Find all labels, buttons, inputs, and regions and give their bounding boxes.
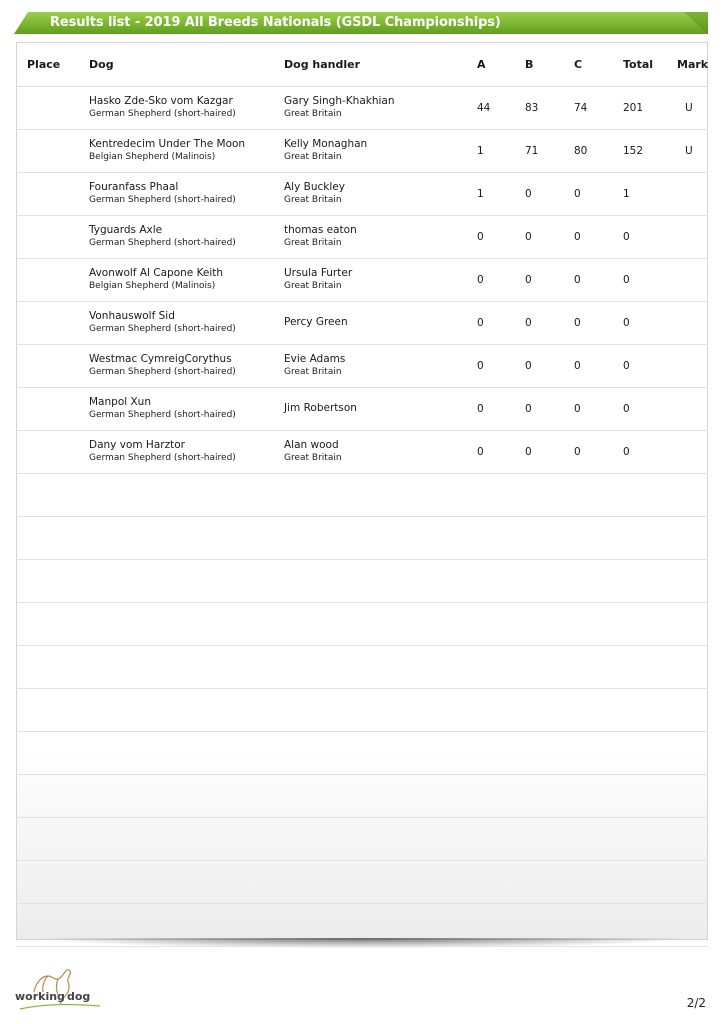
dog-breed: Belgian Shepherd (Malinois): [89, 280, 216, 291]
handler-country: Great Britain: [284, 108, 342, 119]
empty-cell: [623, 732, 677, 775]
column-header-b: B: [525, 42, 574, 87]
empty-cell: [89, 904, 284, 947]
cell-total: [623, 87, 677, 130]
empty-cell: [284, 560, 477, 603]
empty-cell: [677, 689, 708, 732]
score-a: 1: [477, 145, 484, 157]
cell-a: [477, 259, 525, 302]
score-b: 0: [525, 274, 532, 286]
empty-table-row: [16, 603, 708, 646]
empty-cell: [16, 861, 89, 904]
empty-cell: [284, 861, 477, 904]
empty-cell: [89, 818, 284, 861]
cell-handler: [284, 345, 477, 388]
cell-mark: [677, 173, 708, 216]
cell-mark: [677, 388, 708, 431]
mark-value: [677, 274, 685, 286]
table-row: [16, 87, 708, 130]
dog-name: Manpol Xun: [89, 395, 151, 408]
cell-c: [574, 173, 623, 216]
handler-name: Kelly Monaghan: [284, 137, 368, 150]
empty-cell: [677, 732, 708, 775]
cell-handler: [284, 259, 477, 302]
score-total: 0: [623, 403, 630, 415]
empty-cell: [284, 474, 477, 517]
cell-total: [623, 388, 677, 431]
empty-cell: [89, 732, 284, 775]
handler-country: Great Britain: [284, 151, 342, 162]
empty-cell: [284, 517, 477, 560]
empty-cell: [677, 904, 708, 947]
empty-cell: [677, 646, 708, 689]
score-a: 0: [477, 403, 484, 415]
empty-cell: [623, 646, 677, 689]
cell-b: [525, 173, 574, 216]
cell-b: [525, 130, 574, 173]
cell-total: [623, 259, 677, 302]
cell-handler: [284, 388, 477, 431]
score-b: 0: [525, 188, 532, 200]
empty-cell: [525, 861, 574, 904]
cell-c: [574, 345, 623, 388]
empty-cell: [525, 517, 574, 560]
empty-cell: [89, 689, 284, 732]
cell-place: [16, 302, 89, 345]
column-header-place: Place: [16, 42, 89, 87]
cell-b: [525, 431, 574, 474]
empty-cell: [477, 689, 525, 732]
empty-cell: [525, 818, 574, 861]
cell-dog: [89, 431, 284, 474]
empty-cell: [574, 775, 623, 818]
cell-dog: [89, 130, 284, 173]
column-header-dog: Dog: [89, 42, 284, 87]
empty-cell: [677, 818, 708, 861]
empty-cell: [574, 603, 623, 646]
mark-value: U: [685, 102, 693, 114]
cell-a: [477, 216, 525, 259]
empty-cell: [525, 689, 574, 732]
score-a: 0: [477, 231, 484, 243]
cell-a: [477, 130, 525, 173]
empty-cell: [623, 603, 677, 646]
page-number: 2/2: [686, 996, 706, 1010]
empty-cell: [284, 646, 477, 689]
empty-cell: [477, 732, 525, 775]
score-b: 71: [525, 145, 539, 157]
empty-cell: [284, 689, 477, 732]
handler-country: Great Britain: [284, 237, 342, 248]
cell-place: [16, 173, 89, 216]
score-total: 0: [623, 274, 630, 286]
cell-place: [16, 216, 89, 259]
handler-name: Evie Adams: [284, 352, 346, 365]
column-header-total: Total: [623, 42, 677, 87]
column-header-a: A: [477, 42, 525, 87]
cell-mark: [677, 259, 708, 302]
table-row: [16, 216, 708, 259]
score-b: 83: [525, 102, 539, 114]
empty-cell: [525, 904, 574, 947]
empty-table-row: [16, 689, 708, 732]
cell-b: [525, 302, 574, 345]
cell-dog: [89, 87, 284, 130]
dog-breed: German Shepherd (short-haired): [89, 237, 236, 248]
score-a: 1: [477, 188, 484, 200]
dog-name: Avonwolf Al Capone Keith: [89, 266, 224, 279]
mark-value: [677, 360, 685, 372]
score-total: 1: [623, 188, 630, 200]
empty-cell: [477, 861, 525, 904]
empty-cell: [525, 474, 574, 517]
cell-mark: [677, 87, 708, 130]
results-body: [16, 87, 708, 947]
score-c: 0: [574, 231, 581, 243]
dog-breed: German Shepherd (short-haired): [89, 409, 236, 420]
cell-place: [16, 87, 89, 130]
empty-cell: [16, 560, 89, 603]
score-total: 0: [623, 231, 630, 243]
empty-cell: [16, 904, 89, 947]
score-total: 152: [623, 145, 644, 157]
cell-place: [16, 259, 89, 302]
results-header-banner: [14, 12, 708, 34]
empty-cell: [574, 818, 623, 861]
score-b: 0: [525, 360, 532, 372]
score-c: 0: [574, 188, 581, 200]
empty-cell: [574, 474, 623, 517]
cell-place: [16, 130, 89, 173]
empty-cell: [525, 775, 574, 818]
empty-cell: [525, 560, 574, 603]
empty-table-row: [16, 646, 708, 689]
empty-table-row: [16, 861, 708, 904]
dog-name: Kentredecim Under The Moon: [89, 137, 246, 150]
cell-total: [623, 345, 677, 388]
empty-cell: [623, 689, 677, 732]
score-total: 0: [623, 446, 630, 458]
empty-cell: [16, 646, 89, 689]
empty-cell: [89, 603, 284, 646]
handler-country: Great Britain: [284, 194, 342, 205]
empty-cell: [677, 560, 708, 603]
mark-value: [677, 188, 685, 200]
empty-cell: [677, 474, 708, 517]
logo-text-working: working: [15, 990, 65, 1003]
cell-b: [525, 259, 574, 302]
score-a: 0: [477, 274, 484, 286]
handler-name: Ursula Furter: [284, 266, 353, 279]
page-title: Results list - 2019 All Breeds Nationals (GSDL Championships): [50, 15, 501, 30]
empty-cell: [623, 474, 677, 517]
score-a: 0: [477, 317, 484, 329]
score-c: 0: [574, 446, 581, 458]
cell-a: [477, 302, 525, 345]
cell-a: [477, 345, 525, 388]
cell-dog: [89, 259, 284, 302]
cell-handler: [284, 130, 477, 173]
mark-value: [677, 403, 685, 415]
cell-c: [574, 302, 623, 345]
empty-cell: [574, 517, 623, 560]
cell-b: [525, 87, 574, 130]
mark-value: U: [685, 145, 693, 157]
empty-cell: [677, 517, 708, 560]
empty-cell: [623, 775, 677, 818]
table-header-row: [16, 42, 708, 87]
empty-cell: [677, 603, 708, 646]
cell-place: [16, 388, 89, 431]
empty-cell: [574, 689, 623, 732]
empty-cell: [284, 904, 477, 947]
empty-cell: [89, 861, 284, 904]
score-c: 80: [574, 145, 588, 157]
dog-breed: German Shepherd (short-haired): [89, 323, 236, 334]
cell-c: [574, 388, 623, 431]
empty-table-row: [16, 732, 708, 775]
empty-cell: [16, 517, 89, 560]
cell-c: [574, 87, 623, 130]
cell-a: [477, 87, 525, 130]
cell-handler: [284, 173, 477, 216]
cell-mark: [677, 216, 708, 259]
handler-name: Gary Singh-Khakhian: [284, 94, 395, 107]
cell-mark: [677, 130, 708, 173]
table-row: [16, 302, 708, 345]
empty-cell: [525, 732, 574, 775]
score-total: 0: [623, 360, 630, 372]
column-header-mark: Mark: [677, 42, 708, 87]
empty-cell: [623, 818, 677, 861]
dog-breed: German Shepherd (short-haired): [89, 452, 236, 463]
cell-b: [525, 216, 574, 259]
handler-name: Jim Robertson: [284, 402, 357, 414]
table-row: [16, 173, 708, 216]
empty-cell: [89, 775, 284, 818]
cell-dog: [89, 173, 284, 216]
cell-handler: [284, 302, 477, 345]
empty-cell: [477, 603, 525, 646]
dog-name: Tyguards Axle: [89, 223, 163, 236]
cell-a: [477, 173, 525, 216]
results-table: [16, 42, 708, 947]
score-b: 0: [525, 317, 532, 329]
empty-cell: [89, 646, 284, 689]
cell-total: [623, 216, 677, 259]
cell-b: [525, 345, 574, 388]
handler-name: thomas eaton: [284, 223, 357, 236]
score-a: 44: [477, 102, 491, 114]
handler-country: Great Britain: [284, 452, 342, 463]
logo-text-dog: dog: [67, 990, 91, 1003]
empty-cell: [477, 646, 525, 689]
empty-cell: [574, 861, 623, 904]
score-a: 0: [477, 446, 484, 458]
empty-cell: [477, 904, 525, 947]
handler-country: Great Britain: [284, 280, 342, 291]
dog-breed: German Shepherd (short-haired): [89, 194, 236, 205]
dog-name: Westmac CymreigCorythus: [89, 352, 232, 365]
empty-cell: [477, 775, 525, 818]
cell-total: [623, 302, 677, 345]
score-c: 74: [574, 102, 588, 114]
score-total: 0: [623, 317, 630, 329]
score-total: 201: [623, 102, 644, 114]
cell-place: [16, 345, 89, 388]
empty-cell: [574, 732, 623, 775]
dog-breed: German Shepherd (short-haired): [89, 366, 236, 377]
empty-cell: [16, 732, 89, 775]
handler-name: Percy Green: [284, 316, 348, 328]
empty-cell: [16, 818, 89, 861]
empty-cell: [16, 689, 89, 732]
dog-name: Fouranfass Phaal: [89, 180, 179, 193]
empty-cell: [574, 904, 623, 947]
column-header-handler: Dog handler: [284, 42, 477, 87]
cell-dog: [89, 302, 284, 345]
dog-name: Vonhauswolf Sid: [89, 309, 175, 322]
dog-name: Hasko Zde-Sko vom Kazgar: [89, 94, 233, 107]
empty-table-row: [16, 775, 708, 818]
column-header-c: C: [574, 42, 623, 87]
empty-table-row: [16, 474, 708, 517]
table-row: [16, 345, 708, 388]
empty-cell: [525, 603, 574, 646]
mark-value: [677, 446, 685, 458]
empty-cell: [623, 560, 677, 603]
handler-country: Great Britain: [284, 366, 342, 377]
dog-name: Dany vom Harztor: [89, 438, 185, 451]
empty-cell: [477, 474, 525, 517]
empty-cell: [574, 560, 623, 603]
cell-handler: [284, 87, 477, 130]
empty-cell: [284, 603, 477, 646]
cell-c: [574, 216, 623, 259]
handler-name: Aly Buckley: [284, 180, 345, 193]
empty-cell: [284, 732, 477, 775]
cell-mark: [677, 345, 708, 388]
empty-cell: [477, 560, 525, 603]
score-c: 0: [574, 274, 581, 286]
empty-cell: [677, 775, 708, 818]
empty-cell: [16, 775, 89, 818]
cell-dog: [89, 388, 284, 431]
dog-breed: Belgian Shepherd (Malinois): [89, 151, 216, 162]
empty-cell: [525, 646, 574, 689]
score-a: 0: [477, 360, 484, 372]
cell-c: [574, 259, 623, 302]
table-row: [16, 130, 708, 173]
cell-handler: [284, 431, 477, 474]
empty-cell: [89, 517, 284, 560]
handler-name: Alan wood: [284, 438, 339, 451]
empty-cell: [477, 818, 525, 861]
empty-cell: [89, 560, 284, 603]
table-row: [16, 388, 708, 431]
empty-cell: [16, 474, 89, 517]
cell-total: [623, 130, 677, 173]
working-dog-logo: [12, 962, 102, 1018]
cell-total: [623, 173, 677, 216]
cell-c: [574, 431, 623, 474]
empty-table-row: [16, 517, 708, 560]
empty-cell: [574, 646, 623, 689]
cell-b: [525, 388, 574, 431]
cell-dog: [89, 216, 284, 259]
empty-cell: [89, 474, 284, 517]
cell-mark: [677, 431, 708, 474]
dog-breed: German Shepherd (short-haired): [89, 108, 236, 119]
cell-mark: [677, 302, 708, 345]
cell-place: [16, 431, 89, 474]
empty-table-row: [16, 904, 708, 947]
empty-cell: [284, 818, 477, 861]
score-b: 0: [525, 446, 532, 458]
empty-cell: [623, 861, 677, 904]
mark-value: [677, 317, 685, 329]
cell-handler: [284, 216, 477, 259]
mark-value: [677, 231, 685, 243]
dog-silhouette-icon: [12, 962, 102, 1018]
cell-total: [623, 431, 677, 474]
empty-cell: [623, 904, 677, 947]
cell-dog: [89, 345, 284, 388]
score-c: 0: [574, 360, 581, 372]
cell-a: [477, 431, 525, 474]
table-row: [16, 431, 708, 474]
score-b: 0: [525, 403, 532, 415]
cell-a: [477, 388, 525, 431]
empty-cell: [16, 603, 89, 646]
empty-cell: [623, 517, 677, 560]
cell-c: [574, 130, 623, 173]
empty-table-row: [16, 818, 708, 861]
empty-table-row: [16, 560, 708, 603]
table-row: [16, 259, 708, 302]
empty-cell: [477, 517, 525, 560]
score-c: 0: [574, 317, 581, 329]
score-c: 0: [574, 403, 581, 415]
score-b: 0: [525, 231, 532, 243]
empty-cell: [677, 861, 708, 904]
empty-cell: [284, 775, 477, 818]
